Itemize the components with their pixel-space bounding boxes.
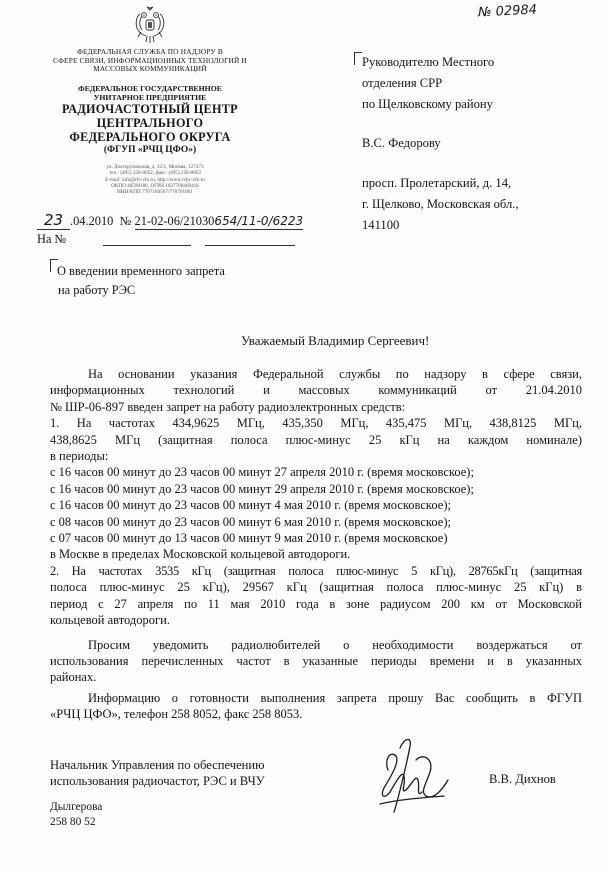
registration-line: [37, 211, 303, 230]
agency-line: ФЕДЕРАЛЬНАЯ СЛУЖБА ПО НАДЗОРУ В: [77, 47, 223, 56]
addressee-bracket: [354, 52, 362, 65]
period-line: с 08 часов 00 минут до 23 часов 00 минут 6 мая 2010 г. (время московское);: [50, 514, 451, 529]
addressee-line: отделения СРР: [362, 75, 443, 90]
coat-of-arms-icon: [133, 6, 167, 44]
period-line: с 16 часов 00 минут до 23 часов 00 минут 29 апреля 2010 г. (время московское);: [50, 481, 474, 496]
registration-no-label: №: [119, 214, 132, 228]
registration-date: .04.2010: [70, 214, 114, 228]
org-name-line: ФЕДЕРАЛЬНОГО ОКРУГА: [69, 130, 231, 144]
body-line: информационных технологий и массовых коммуникаций от 21.04.2010: [50, 383, 582, 398]
org-type-line: ФЕДЕРАЛЬНОЕ ГОСУДАРСТВЕННОЕ: [78, 84, 222, 93]
letter-body: [50, 366, 582, 723]
subject: [57, 262, 225, 300]
addressee-address-line: просп. Пролетарский, д. 14,: [362, 176, 512, 191]
body-line: использования перечисленных частот в указанные периоды времени и в указанных: [50, 653, 582, 668]
org-type-line: УНИТАРНОЕ ПРЕДПРИЯТИЕ: [93, 93, 207, 102]
reference-line: [37, 232, 307, 247]
body-line: районах.: [50, 670, 97, 685]
agency-name: [40, 48, 260, 74]
body-line: 2. На частотах 3535 кГц (защитная полоса плюс-минус 5 кГц), 28765кГц (защитная: [50, 563, 582, 578]
executor-phone: 258 80 52: [50, 816, 96, 828]
contact-line: E-mail: info@rfc-cfo.ru, http://www.rchc-cfo.ru: [105, 176, 205, 183]
addressee-line: Руководителю Местного: [362, 55, 495, 69]
registration-number-handwritten: 654/11-0/6223: [214, 214, 304, 228]
body-line: полоса плюс-минус 25 кГц), 29567 кГц (защитная полоса плюс-минус 25 кГц) в: [50, 580, 582, 595]
registration-day: 23: [43, 211, 64, 229]
body-line: Информацию о готовности выполнения запрета прошу Вас сообщить в ФГУП: [88, 690, 582, 705]
addressee: [362, 52, 519, 236]
signer-position-line: Начальник Управления по обеспечению: [50, 758, 265, 772]
subject-line: на работу РЭС: [58, 283, 136, 297]
body-line: в Москве в пределах Московской кольцевой автодороги.: [50, 547, 351, 562]
contact-line: ИНН/КПП 7707184567/770701001: [117, 189, 193, 196]
body-line: Просим уведомить радиолюбителей о необходимости воздержаться от: [88, 637, 582, 652]
reference-label: На №: [37, 232, 67, 246]
body-line: в периоды:: [50, 449, 109, 464]
greeting: Уважаемый Владимир Сергеевич!: [241, 333, 430, 348]
handwritten-signature: [360, 730, 460, 820]
subject-line: О введении временного запрета: [57, 264, 225, 278]
contact-line: ул. Долгоруковская, д. 32/1, Москва, 127473: [106, 164, 204, 170]
contact-line: тел.: (495) 258-8052, факс: (495) 258-8053: [109, 170, 201, 177]
signer-position-line: использования радиочастот, РЭС и ВЧУ: [50, 774, 265, 789]
addressee-line: по Щелковскому району: [362, 96, 493, 111]
signer-position: [50, 757, 265, 790]
org-name-line: РАДИОЧАСТОТНЫЙ ЦЕНТР: [62, 102, 238, 116]
period-line: с 16 часов 00 минут до 23 часов 00 минут 4 мая 2010 г. (время московское);: [50, 498, 451, 513]
handwritten-doc-number: № 02984: [477, 2, 538, 21]
org-abbreviation: (ФГУП «РЧЦ ЦФО»): [103, 145, 197, 155]
reference-blank: [103, 245, 191, 246]
period-line: с 16 часов 00 минут до 23 часов 00 минут 27 апреля 2010 г. (время московское);: [50, 465, 474, 480]
body-line: № ШР-06-897 введен запрет на работу радиоэлектронных средств:: [50, 399, 406, 414]
body-line: период с 27 апреля по 11 мая 2010 года в зоне радиусом 200 км от Московской: [50, 596, 582, 611]
body-line: На основании указания Федеральной службы по надзору в сфере связи,: [88, 367, 582, 381]
body-line: «РЧЦ ЦФО», телефон 258 8052, факс 258 8053.: [50, 707, 303, 722]
body-line: 438,8625 МГц (защитная полоса плюс-минус 25 кГц на каждом номинале): [50, 432, 582, 447]
body-line: кольцевой автодороги.: [50, 613, 170, 628]
contact-line: ОКПО 40590186, ОГРН 1027700460416: [111, 182, 199, 189]
registration-number: 21-02-06/21030: [134, 214, 215, 228]
organization-name: [40, 84, 260, 157]
org-name-line: ЦЕНТРАЛЬНОГО: [96, 116, 204, 130]
agency-line: МАССОВЫХ КОММУНИКАЦИЙ: [93, 64, 207, 74]
executor-name: Дылгерова: [50, 801, 103, 813]
period-line: с 07 часов 00 минут до 13 часов 00 минут 9 мая 2010 г. (время московское): [50, 531, 448, 546]
executor-info: [50, 800, 102, 830]
addressee-name: В.С. Федорову: [362, 136, 441, 151]
reference-blank: [205, 245, 295, 246]
body-line: 1. На частотах 434,9625 МГц, 435,350 МГц, 435,475 МГц, 438,8125 МГц,: [50, 416, 582, 431]
org-contacts: [70, 164, 240, 195]
signer-name: В.В. Дихнов: [489, 772, 556, 786]
addressee-address-line: 141100: [362, 217, 400, 232]
agency-line: СФЕРЕ СВЯЗИ, ИНФОРМАЦИОННЫХ ТЕХНОЛОГИЙ И: [53, 55, 247, 65]
addressee-address-line: г. Щелково, Московская обл.,: [362, 196, 519, 211]
